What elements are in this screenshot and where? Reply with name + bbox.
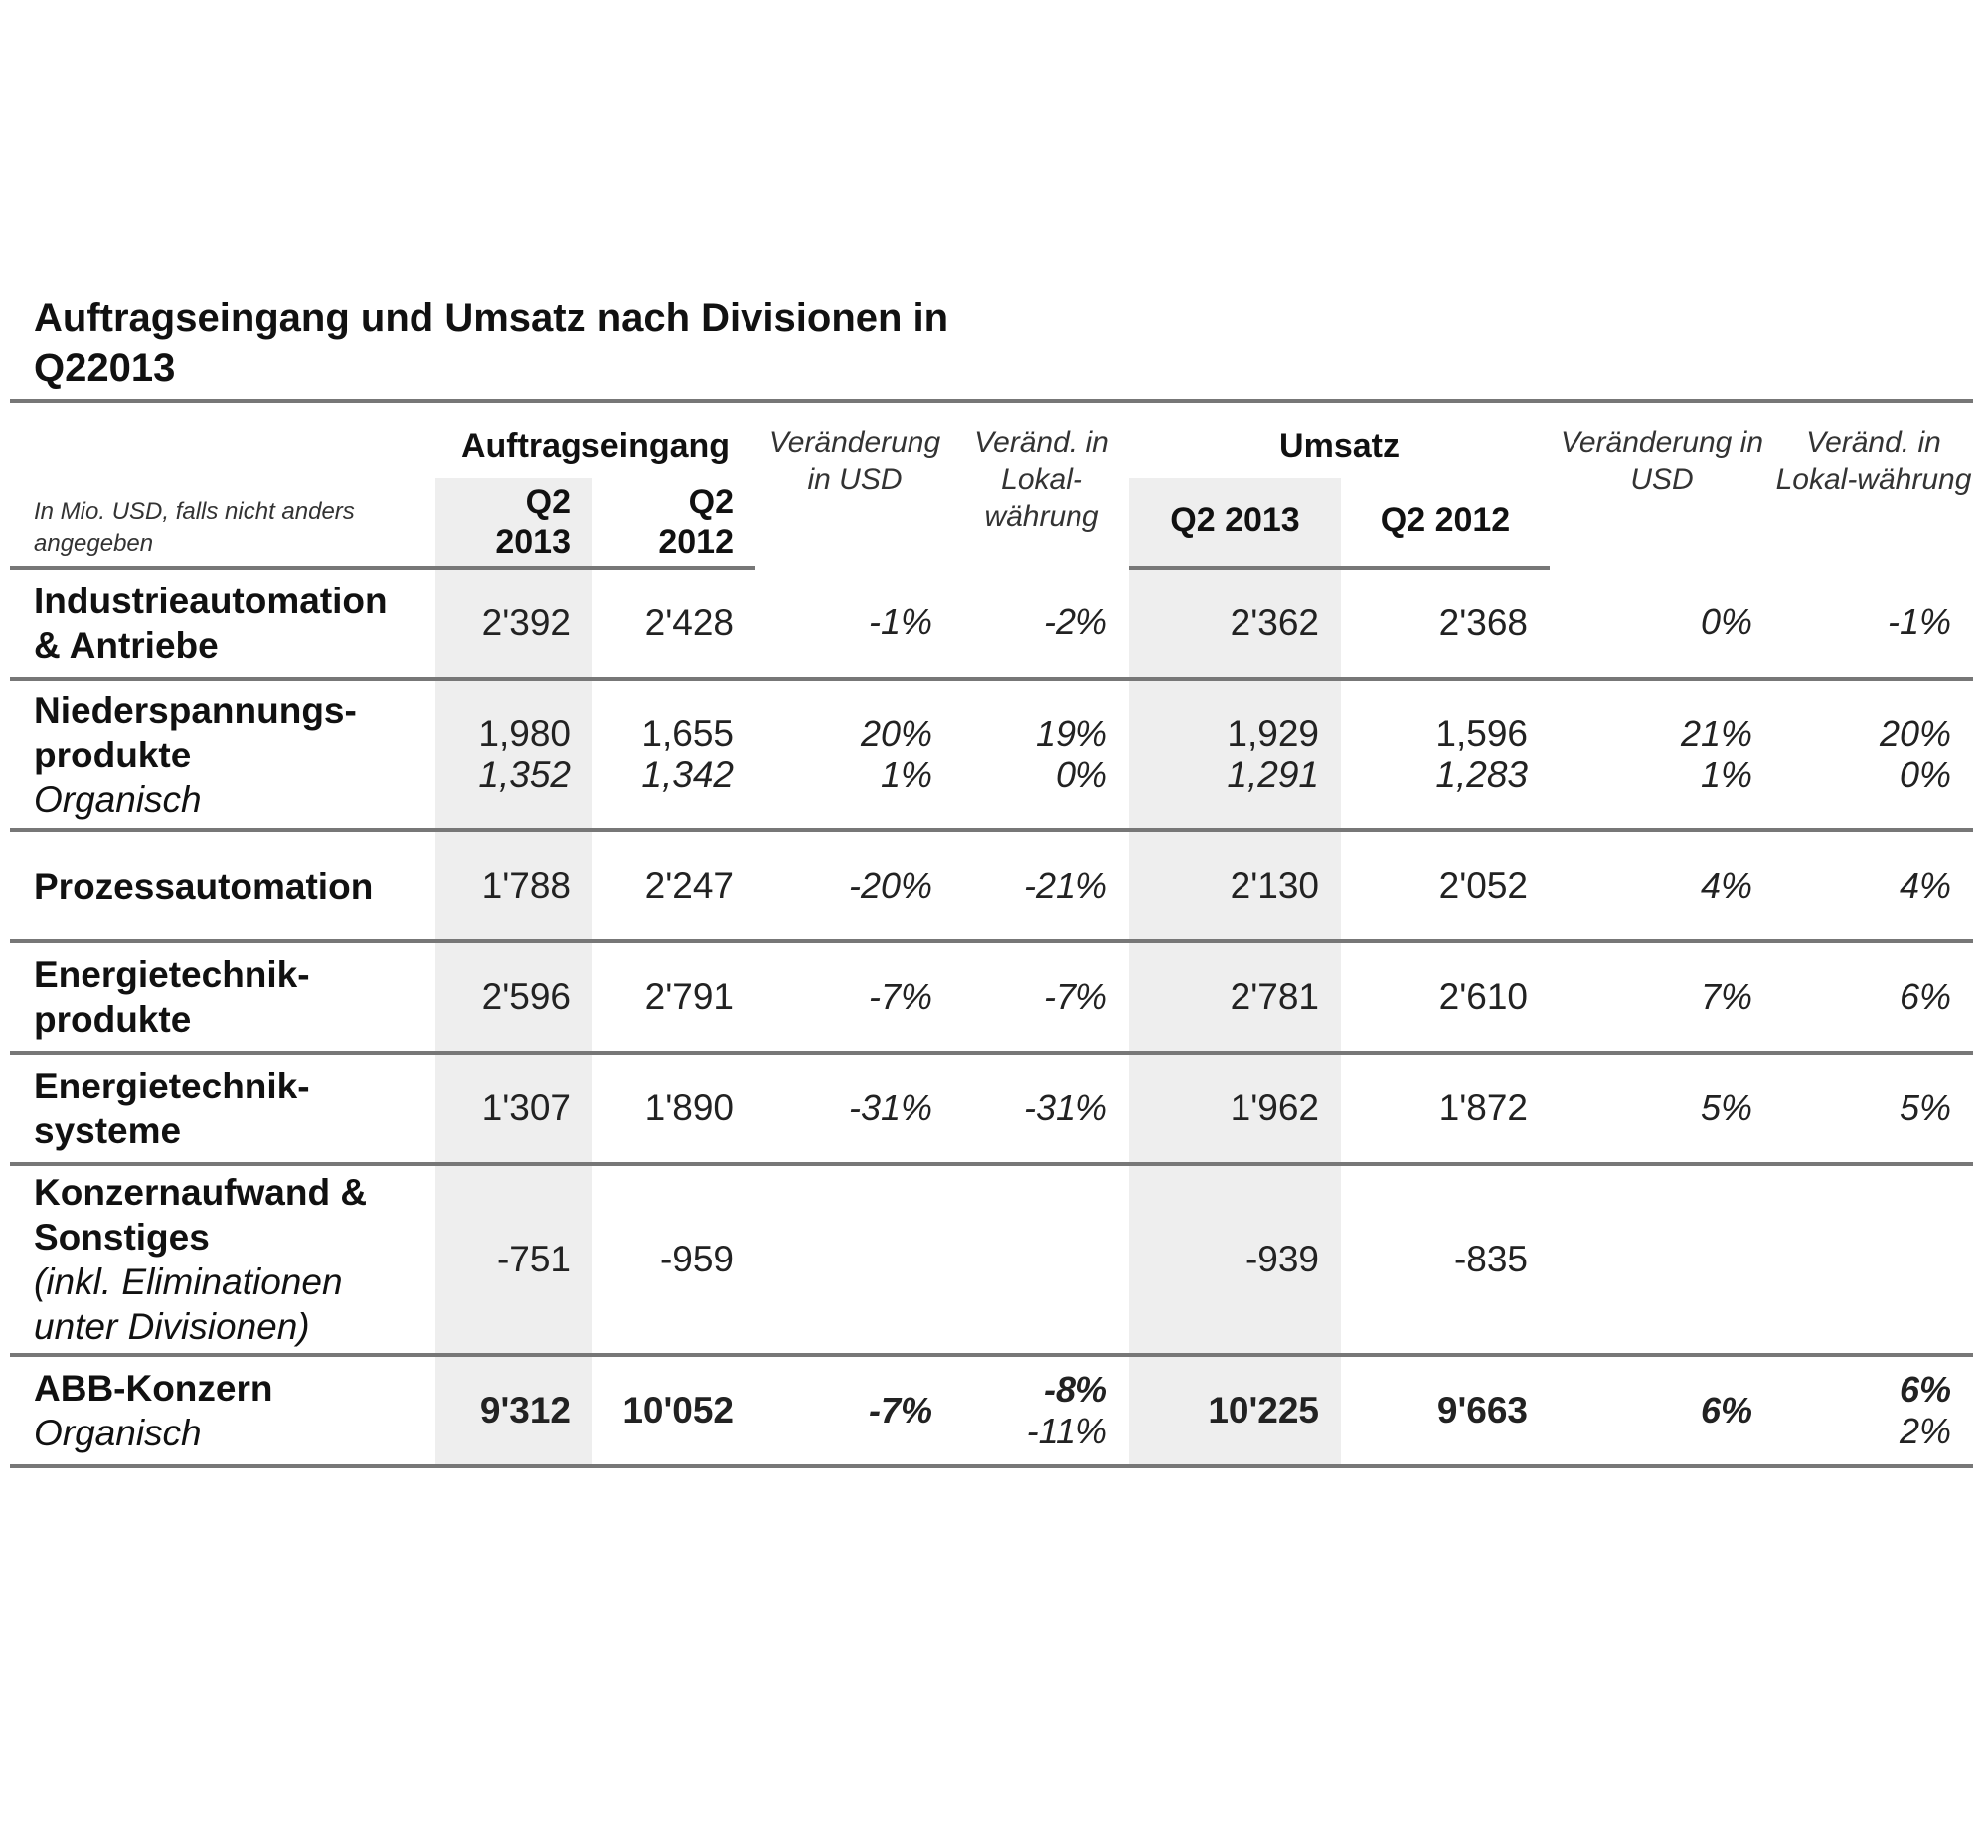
table-row [10,830,1973,941]
orders-change-local: -2% [954,568,1129,679]
revenue-q2-2013-value: 1,929 1,291 [1129,679,1341,830]
row-label: Konzernaufwand & Sonstiges (inkl. Eliminationen unter Divisionen) [10,1164,435,1355]
revenue-change-local: 6% 2% [1774,1355,1973,1466]
revenue-q2-2012-value: 9'663 [1341,1355,1550,1466]
revenue-q2-2013-value: 1'962 [1129,1053,1341,1164]
orders-change-local: -7% [954,941,1129,1053]
revenue-change-usd: 0% [1550,568,1774,679]
revenue-change-usd: 4% [1550,830,1774,941]
orders-q2-2013-value: 9'312 [435,1355,592,1466]
revenue-change-usd: 6% [1550,1355,1774,1466]
revenue-change-local: 5% [1774,1053,1973,1164]
header-orders-q2-2013: Q2 2013 [435,478,592,568]
table-row [10,568,1973,679]
revenue-change-usd [1550,1164,1774,1355]
orders-q2-2012-value: -959 [592,1164,755,1355]
header-revenue-q2-2013: Q2 2013 [1129,478,1341,568]
revenue-q2-2012-value: 2'610 [1341,941,1550,1053]
table-row [10,941,1973,1053]
orders-q2-2012-value: 10'052 [592,1355,755,1466]
table-row [10,1164,1973,1355]
header-change-local-revenue: Veränd. in Lokal-währung [1775,426,1972,496]
orders-change-usd: -7% [755,941,954,1053]
orders-change-usd: -31% [755,1053,954,1164]
orders-change-usd: -1% [755,568,954,679]
row-label: Prozessautomation [10,830,435,941]
row-label: Energietechnik- systeme [10,1053,435,1164]
orders-q2-2012-value: 1,655 1,342 [592,679,755,830]
row-label: Energietechnik- produkte [10,941,435,1053]
row-label: Niederspannungs- produkte Organisch [10,679,435,830]
orders-q2-2013-value: 1,980 1,352 [435,679,592,830]
table-row [10,679,1973,830]
orders-q2-2013-value: 1'788 [435,830,592,941]
table-row [10,1053,1973,1164]
group-header-revenue: Umsatz [1279,427,1400,465]
row-label: Industrieautomation & Antriebe [10,568,435,679]
orders-change-usd: 20% 1% [755,679,954,830]
revenue-change-usd: 21% 1% [1550,679,1774,830]
orders-change-usd: -7% [755,1355,954,1466]
revenue-change-usd: 7% [1550,941,1774,1053]
revenue-change-local: 6% [1774,941,1973,1053]
orders-q2-2013-value: 2'596 [435,941,592,1053]
orders-q2-2012-value: 1'890 [592,1053,755,1164]
group-header-orders: Auftragseingang [460,427,731,465]
revenue-q2-2013-value: 2'130 [1129,830,1341,941]
orders-q2-2012-value: 2'428 [592,568,755,679]
orders-q2-2013-value: 1'307 [435,1053,592,1164]
table-row-total [10,1355,1973,1466]
orders-q2-2013-value: -751 [435,1164,592,1355]
header-change-usd-orders: Veränderung in USD [768,426,941,496]
page-title: Auftragseingang und Umsatz nach Divisionen in Q22013 [34,296,949,390]
revenue-q2-2013-value: 2'781 [1129,941,1341,1053]
revenue-change-local: 4% [1774,830,1973,941]
unit-note: In Mio. USD, falls nicht anders angegeben [10,478,435,568]
revenue-q2-2012-value: 1'872 [1341,1053,1550,1164]
revenue-change-local: -1% [1774,568,1973,679]
orders-change-local: -8% -11% [954,1355,1129,1466]
header-change-usd-revenue: Veränderung in USD [1560,426,1764,496]
revenue-change-local: 20% 0% [1774,679,1973,830]
header-revenue-q2-2012: Q2 2012 [1341,478,1550,568]
revenue-q2-2012-value: 1,596 1,283 [1341,679,1550,830]
orders-change-local: 19% 0% [954,679,1129,830]
header-orders-q2-2012: Q2 2012 [592,478,755,568]
orders-q2-2013-value: 2'392 [435,568,592,679]
orders-change-usd: -20% [755,830,954,941]
divisions-table [10,399,1973,1468]
orders-change-local: -31% [954,1053,1129,1164]
revenue-q2-2013-value: -939 [1129,1164,1341,1355]
orders-change-local [954,1164,1129,1355]
revenue-q2-2012-value: -835 [1341,1164,1550,1355]
orders-q2-2012-value: 2'247 [592,830,755,941]
header-change-local-orders: Veränd. in Lokal-währung [974,426,1109,533]
header-row-groups [10,401,1973,478]
orders-q2-2012-value: 2'791 [592,941,755,1053]
revenue-q2-2013-value: 10'225 [1129,1355,1341,1466]
revenue-change-local [1774,1164,1973,1355]
orders-change-usd [755,1164,954,1355]
revenue-q2-2012-value: 2'368 [1341,568,1550,679]
revenue-q2-2013-value: 2'362 [1129,568,1341,679]
revenue-q2-2012-value: 2'052 [1341,830,1550,941]
revenue-change-usd: 5% [1550,1053,1774,1164]
document [10,293,1973,1468]
row-label: ABB-Konzern Organisch [10,1355,435,1466]
orders-change-local: -21% [954,830,1129,941]
